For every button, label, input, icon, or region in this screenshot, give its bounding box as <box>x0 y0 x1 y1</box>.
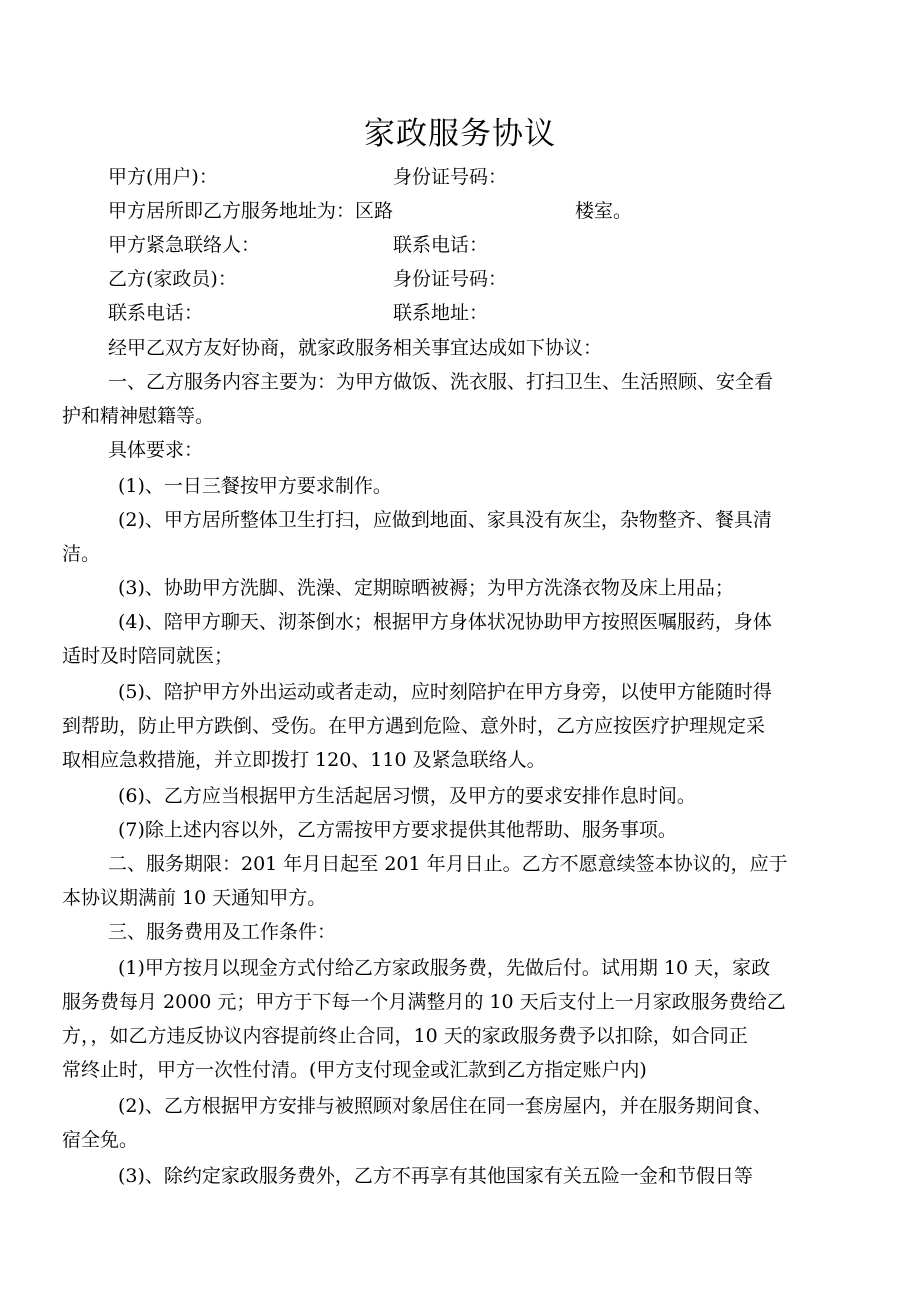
fee-2-line-2: 宿全免。 <box>62 1129 139 1151</box>
address-suffix: 楼室。 <box>575 200 633 222</box>
section-1-line-2: 护和精神慰籍等。 <box>62 405 215 427</box>
party-a-id-label: 身份证号码： <box>393 166 508 188</box>
address-label: 甲方居所即乙方服务地址为：区路 <box>108 200 394 222</box>
requirement-5-line-2: 到帮助，防止甲方跌倒、受伤。在甲方遇到危险、意外时，乙方应按医疗护理规定采 <box>62 715 766 737</box>
party-a-label: 甲方(用户)： <box>108 166 218 188</box>
requirement-7: (7)除上述内容以外，乙方需按甲方要求提供其他帮助、服务事项。 <box>118 819 677 841</box>
party-b-contact-row <box>108 299 489 327</box>
party-b-address-label: 联系地址： <box>393 302 489 324</box>
party-b-id-label: 身份证号码： <box>393 268 508 290</box>
fee-3-line-1: (3)、除约定家政服务费外，乙方不再享有其他国家有关五险一金和节假日等 <box>118 1165 753 1187</box>
requirements-label: 具体要求： <box>108 439 204 461</box>
requirement-2-line-2: 洁。 <box>62 543 101 565</box>
party-a-row <box>108 163 508 191</box>
fee-1-line-2: 服务费每月 2000 元；甲方于下每一个月满整月的 10 天后支付上一月家政服务费给乙 <box>62 991 786 1013</box>
requirement-6: (6)、乙方应当根据甲方生活起居习惯，及甲方的要求安排作息时间。 <box>118 785 696 807</box>
fee-1-line-1: (1)甲方按月以现金方式付给乙方家政服务费，先做后付。试用期 10 天，家政 <box>118 957 771 979</box>
emergency-contact-label: 甲方紧急联络人： <box>108 234 261 256</box>
requirement-2-line-1: (2)、甲方居所整体卫生打扫，应做到地面、家具没有灰尘，杂物整齐、餐具清 <box>118 509 772 531</box>
requirement-5-line-1: (5)、陪护甲方外出运动或者走动，应时刻陪护在甲方身旁，以使甲方能随时得 <box>118 681 772 703</box>
fee-2-line-1: (2)、乙方根据甲方安排与被照顾对象居住在同一套房屋内，并在服务期间食、 <box>118 1095 772 1117</box>
intro-paragraph: 经甲乙双方友好协商，就家政服务相关事宜达成如下协议： <box>108 337 603 359</box>
section-1-line-1: 一、乙方服务内容主要为：为甲方做饭、洗衣服、打扫卫生、生活照顾、安全看 <box>108 371 774 393</box>
emergency-phone-label: 联系电话： <box>393 234 489 256</box>
section-2-line-1: 二、服务期限：201 年月日起至 201 年月日止。乙方不愿意续签本协议的，应于 <box>108 853 788 875</box>
party-b-phone-label: 联系电话： <box>108 302 204 324</box>
section-3-heading: 三、服务费用及工作条件： <box>108 921 337 943</box>
section-2-line-2: 本协议期满前 10 天通知甲方。 <box>62 887 327 909</box>
party-b-row <box>108 265 508 293</box>
requirement-3: (3)、协助甲方洗脚、洗澡、定期晾晒被褥；为甲方洗涤衣物及床上用品； <box>118 577 734 599</box>
address-row <box>108 197 633 225</box>
fee-1-line-3: 方，，如乙方违反协议内容提前终止合同，10 天的家政服务费予以扣除，如合同正 <box>62 1025 748 1047</box>
requirement-4-line-2: 适时及时陪同就医； <box>62 645 234 667</box>
requirement-1: (1)、一日三餐按甲方要求制作。 <box>118 475 392 497</box>
document-title: 家政服务协议 <box>364 116 556 152</box>
requirement-5-line-3: 取相应急救措施，并立即拨打 120、110 及紧急联络人。 <box>62 749 546 771</box>
fee-1-line-4: 常终止时，甲方一次性付清。(甲方支付现金或汇款到乙方指定账户内) <box>62 1059 647 1081</box>
party-b-label: 乙方(家政员)： <box>108 268 237 290</box>
requirement-4-line-1: (4)、陪甲方聊天、沏茶倒水；根据甲方身体状况协助甲方按照医嘱服药，身体 <box>118 611 772 633</box>
emergency-contact-row <box>108 231 489 259</box>
